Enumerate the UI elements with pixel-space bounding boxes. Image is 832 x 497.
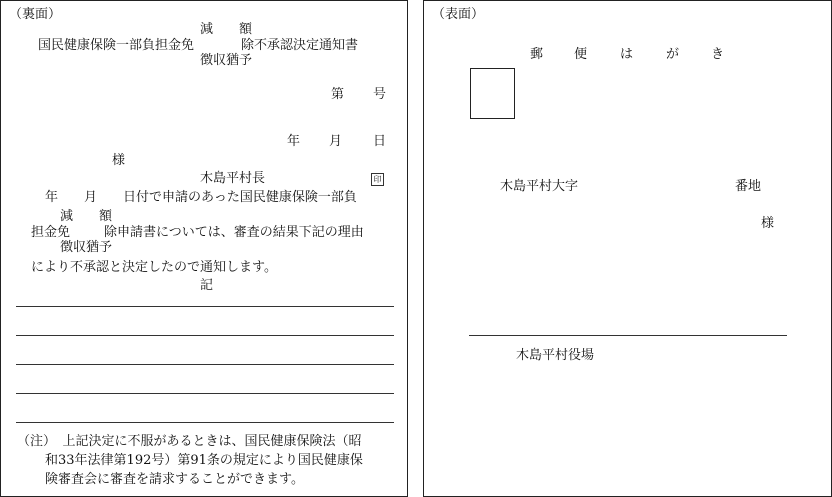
- front-honorific: 様: [761, 216, 775, 231]
- address-prefix: 木島平村大字: [500, 179, 579, 194]
- title-main-right: 除不承認決定通知書: [241, 38, 359, 53]
- postal-code-box: [470, 68, 515, 119]
- postcard-heading-char-5: き: [711, 47, 725, 62]
- date-month: 月: [329, 134, 343, 149]
- date-day: 日: [373, 134, 387, 149]
- postcard-heading-char-2: 便: [574, 47, 588, 62]
- body-line-2-right: 除申請書については、審査の結果下記の理由: [104, 225, 364, 240]
- note-line-1: （注） 上記決定に不服があるときは、国民健康保険法（昭: [17, 434, 362, 449]
- front-side-panel: [423, 0, 832, 497]
- body-line-3: により不承認と決定したので通知します。: [31, 260, 277, 275]
- body-line-1: 年 月 日付で申請のあった国民健康保険一部負: [45, 190, 357, 205]
- sender-village-office: 木島平村役場: [516, 348, 595, 363]
- reason-line-3: [16, 364, 394, 365]
- sender-mayor: 木島平村長: [200, 171, 266, 186]
- ki-heading: 記: [200, 278, 214, 293]
- title-reduction-option: 減 額: [200, 22, 253, 37]
- body-line-2-left: 担金免: [31, 225, 71, 240]
- reason-line-4: [16, 393, 394, 394]
- address-suffix: 番地: [735, 179, 762, 194]
- document-number-dai: 第: [331, 87, 345, 102]
- body-deferral-option: 徴収猶予: [60, 240, 113, 255]
- note-line-3: 険審査会に審査を請求することができます。: [45, 472, 304, 487]
- document-number-go: 号: [373, 87, 387, 102]
- title-deferral-option: 徴収猶予: [200, 53, 253, 68]
- postcard-heading-char-3: は: [620, 47, 634, 62]
- official-seal-mark: 印: [371, 173, 384, 186]
- back-side-panel: [0, 0, 408, 497]
- reason-line-1: [16, 306, 394, 307]
- reason-line-2: [16, 335, 394, 336]
- date-year: 年: [287, 134, 301, 149]
- back-section-label: （裏面）: [9, 7, 62, 22]
- postcard-heading-char-1: 郵: [530, 47, 544, 62]
- reason-line-5: [16, 422, 394, 423]
- title-main-left: 国民健康保険一部負担金免: [38, 38, 195, 53]
- body-reduction-option: 減 額: [60, 209, 113, 224]
- sender-divider-line: [469, 335, 787, 336]
- recipient-honorific: 様: [112, 153, 126, 168]
- front-section-label: （表面）: [432, 7, 485, 22]
- note-line-2: 和33年法律第192号）第91条の規定により国民健康保: [45, 453, 363, 468]
- postcard-heading-char-4: が: [666, 47, 680, 62]
